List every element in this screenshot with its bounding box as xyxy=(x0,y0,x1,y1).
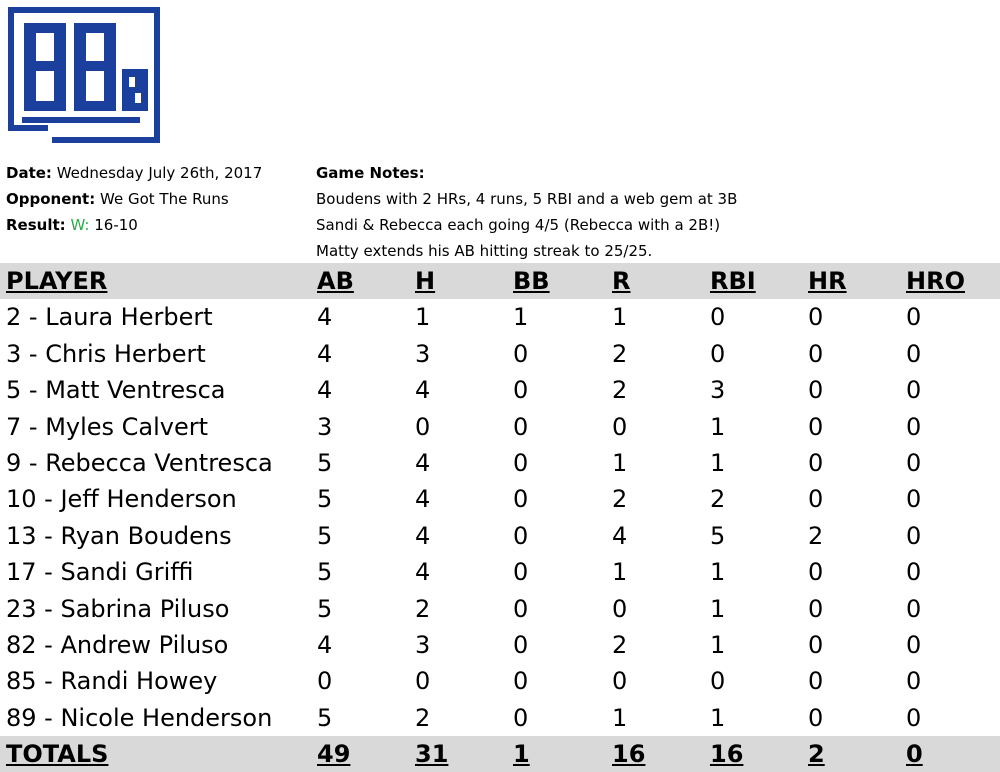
cell-ab: 5 xyxy=(317,703,333,732)
cell-r: 0 xyxy=(612,594,628,623)
cell-h: 0 xyxy=(415,412,431,441)
cell-hr: 0 xyxy=(808,558,824,587)
cell-h: 3 xyxy=(415,339,431,368)
team-logo xyxy=(8,7,162,145)
totals-h: 31 xyxy=(415,740,449,769)
cell-h: 3 xyxy=(415,630,431,659)
cell-rbi: 2 xyxy=(710,485,726,514)
table-row xyxy=(0,663,1000,699)
cell-bb: 0 xyxy=(513,558,529,587)
opponent-value: We Got The Runs xyxy=(100,190,229,208)
game-note: Sandi & Rebecca each going 4/5 (Rebecca with a 2B!) xyxy=(316,216,721,234)
table-row xyxy=(0,700,1000,736)
cell-rbi: 5 xyxy=(710,521,726,550)
totals-r: 16 xyxy=(612,740,646,769)
cell-hr: 0 xyxy=(808,594,824,623)
result-score: 16-10 xyxy=(94,216,138,234)
cell-hro: 0 xyxy=(906,558,922,587)
cell-r: 1 xyxy=(612,448,628,477)
table-row xyxy=(0,481,1000,517)
cell-hro: 0 xyxy=(906,303,922,332)
cell-player-name: 10 - Jeff Henderson xyxy=(6,485,237,514)
cell-hr: 0 xyxy=(808,448,824,477)
cell-hr: 0 xyxy=(808,485,824,514)
cell-rbi: 0 xyxy=(710,667,726,696)
table-row xyxy=(0,336,1000,372)
cell-hr: 0 xyxy=(808,376,824,405)
cell-h: 1 xyxy=(415,303,431,332)
cell-hr: 0 xyxy=(808,412,824,441)
header-hro: HRO xyxy=(906,267,965,295)
totals-hro: 0 xyxy=(906,740,923,769)
cell-rbi: 0 xyxy=(710,303,726,332)
cell-player-name: 82 - Andrew Piluso xyxy=(6,630,229,659)
cell-ab: 0 xyxy=(317,667,333,696)
cell-bb: 0 xyxy=(513,667,529,696)
totals-label: TOTALS xyxy=(6,740,109,769)
header-bb: BB xyxy=(513,267,550,295)
cell-rbi: 3 xyxy=(710,376,726,405)
cell-hr: 0 xyxy=(808,339,824,368)
totals-ab: 49 xyxy=(317,740,351,769)
cell-hro: 0 xyxy=(906,703,922,732)
cell-h: 4 xyxy=(415,376,431,405)
date-value: Wednesday July 26th, 2017 xyxy=(56,164,263,182)
cell-hro: 0 xyxy=(906,412,922,441)
cell-r: 1 xyxy=(612,703,628,732)
table-row xyxy=(0,372,1000,408)
cell-hro: 0 xyxy=(906,485,922,514)
cell-rbi: 1 xyxy=(710,594,726,623)
result-outcome: W: xyxy=(70,216,90,234)
game-note: Matty extends his AB hitting streak to 25/25. xyxy=(316,242,653,260)
cell-rbi: 1 xyxy=(710,630,726,659)
cell-r: 1 xyxy=(612,303,628,332)
opponent-label: Opponent: xyxy=(6,190,96,208)
table-row xyxy=(0,554,1000,590)
cell-hro: 0 xyxy=(906,630,922,659)
cell-hr: 0 xyxy=(808,703,824,732)
game-notes xyxy=(316,160,737,264)
cell-bb: 0 xyxy=(513,521,529,550)
cell-rbi: 1 xyxy=(710,558,726,587)
cell-player-name: 23 - Sabrina Piluso xyxy=(6,594,230,623)
opponent-line xyxy=(6,186,262,212)
cell-bb: 0 xyxy=(513,412,529,441)
cell-r: 0 xyxy=(612,412,628,441)
table-row xyxy=(0,627,1000,663)
cell-player-name: 5 - Matt Ventresca xyxy=(6,376,226,405)
table-row xyxy=(0,518,1000,554)
cell-player-name: 85 - Randi Howey xyxy=(6,667,218,696)
cell-r: 2 xyxy=(612,630,628,659)
cell-r: 2 xyxy=(612,485,628,514)
cell-player-name: 13 - Ryan Boudens xyxy=(6,521,232,550)
totals-bb: 1 xyxy=(513,740,530,769)
cell-bb: 1 xyxy=(513,303,529,332)
cell-hr: 2 xyxy=(808,521,824,550)
cell-hro: 0 xyxy=(906,339,922,368)
cell-rbi: 1 xyxy=(710,412,726,441)
cell-bb: 0 xyxy=(513,448,529,477)
cell-h: 4 xyxy=(415,521,431,550)
game-info xyxy=(6,160,262,238)
cell-ab: 5 xyxy=(317,521,333,550)
header-r: R xyxy=(612,267,631,295)
cell-player-name: 89 - Nicole Henderson xyxy=(6,703,273,732)
cell-ab: 5 xyxy=(317,448,333,477)
cell-hro: 0 xyxy=(906,448,922,477)
game-notes-label: Game Notes: xyxy=(316,164,425,182)
cell-hr: 0 xyxy=(808,630,824,659)
cell-player-name: 3 - Chris Herbert xyxy=(6,339,206,368)
cell-r: 2 xyxy=(612,339,628,368)
date-label: Date: xyxy=(6,164,52,182)
header-player: PLAYER xyxy=(6,267,108,295)
cell-h: 4 xyxy=(415,485,431,514)
header-h: H xyxy=(415,267,436,295)
cell-bb: 0 xyxy=(513,630,529,659)
cell-ab: 4 xyxy=(317,376,333,405)
cell-player-name: 9 - Rebecca Ventresca xyxy=(6,448,273,477)
cell-bb: 0 xyxy=(513,376,529,405)
cell-hro: 0 xyxy=(906,594,922,623)
stats-table xyxy=(0,263,1000,772)
cell-ab: 5 xyxy=(317,594,333,623)
cell-h: 2 xyxy=(415,594,431,623)
result-label: Result: xyxy=(6,216,66,234)
cell-bb: 0 xyxy=(513,594,529,623)
cell-rbi: 0 xyxy=(710,339,726,368)
cell-rbi: 1 xyxy=(710,703,726,732)
table-row xyxy=(0,409,1000,445)
totals-row xyxy=(0,736,1000,772)
cell-player-name: 2 - Laura Herbert xyxy=(6,303,213,332)
cell-ab: 4 xyxy=(317,303,333,332)
cell-hro: 0 xyxy=(906,376,922,405)
cell-h: 4 xyxy=(415,448,431,477)
date-line xyxy=(6,160,262,186)
cell-hr: 0 xyxy=(808,303,824,332)
cell-ab: 5 xyxy=(317,485,333,514)
cell-r: 1 xyxy=(612,558,628,587)
cell-h: 4 xyxy=(415,558,431,587)
cell-hro: 0 xyxy=(906,521,922,550)
header-rbi: RBI xyxy=(710,267,756,295)
header-hr: HR xyxy=(808,267,847,295)
cell-h: 0 xyxy=(415,667,431,696)
cell-player-name: 7 - Myles Calvert xyxy=(6,412,209,441)
cell-ab: 4 xyxy=(317,630,333,659)
header-ab: AB xyxy=(317,267,354,295)
table-row xyxy=(0,445,1000,481)
cell-bb: 0 xyxy=(513,339,529,368)
cell-bb: 0 xyxy=(513,485,529,514)
table-header xyxy=(0,263,1000,299)
cell-bb: 0 xyxy=(513,703,529,732)
cell-r: 4 xyxy=(612,521,628,550)
cell-ab: 3 xyxy=(317,412,333,441)
cell-player-name: 17 - Sandi Griffi xyxy=(6,558,194,587)
table-row xyxy=(0,299,1000,335)
result-line xyxy=(6,212,262,238)
cell-rbi: 1 xyxy=(710,448,726,477)
cell-r: 2 xyxy=(612,376,628,405)
cell-h: 2 xyxy=(415,703,431,732)
cell-hro: 0 xyxy=(906,667,922,696)
game-note: Boudens with 2 HRs, 4 runs, 5 RBI and a web gem at 3B xyxy=(316,190,738,208)
table-row xyxy=(0,591,1000,627)
cell-r: 0 xyxy=(612,667,628,696)
cell-ab: 5 xyxy=(317,558,333,587)
totals-hr: 2 xyxy=(808,740,825,769)
totals-rbi: 16 xyxy=(710,740,744,769)
cell-ab: 4 xyxy=(317,339,333,368)
cell-hr: 0 xyxy=(808,667,824,696)
